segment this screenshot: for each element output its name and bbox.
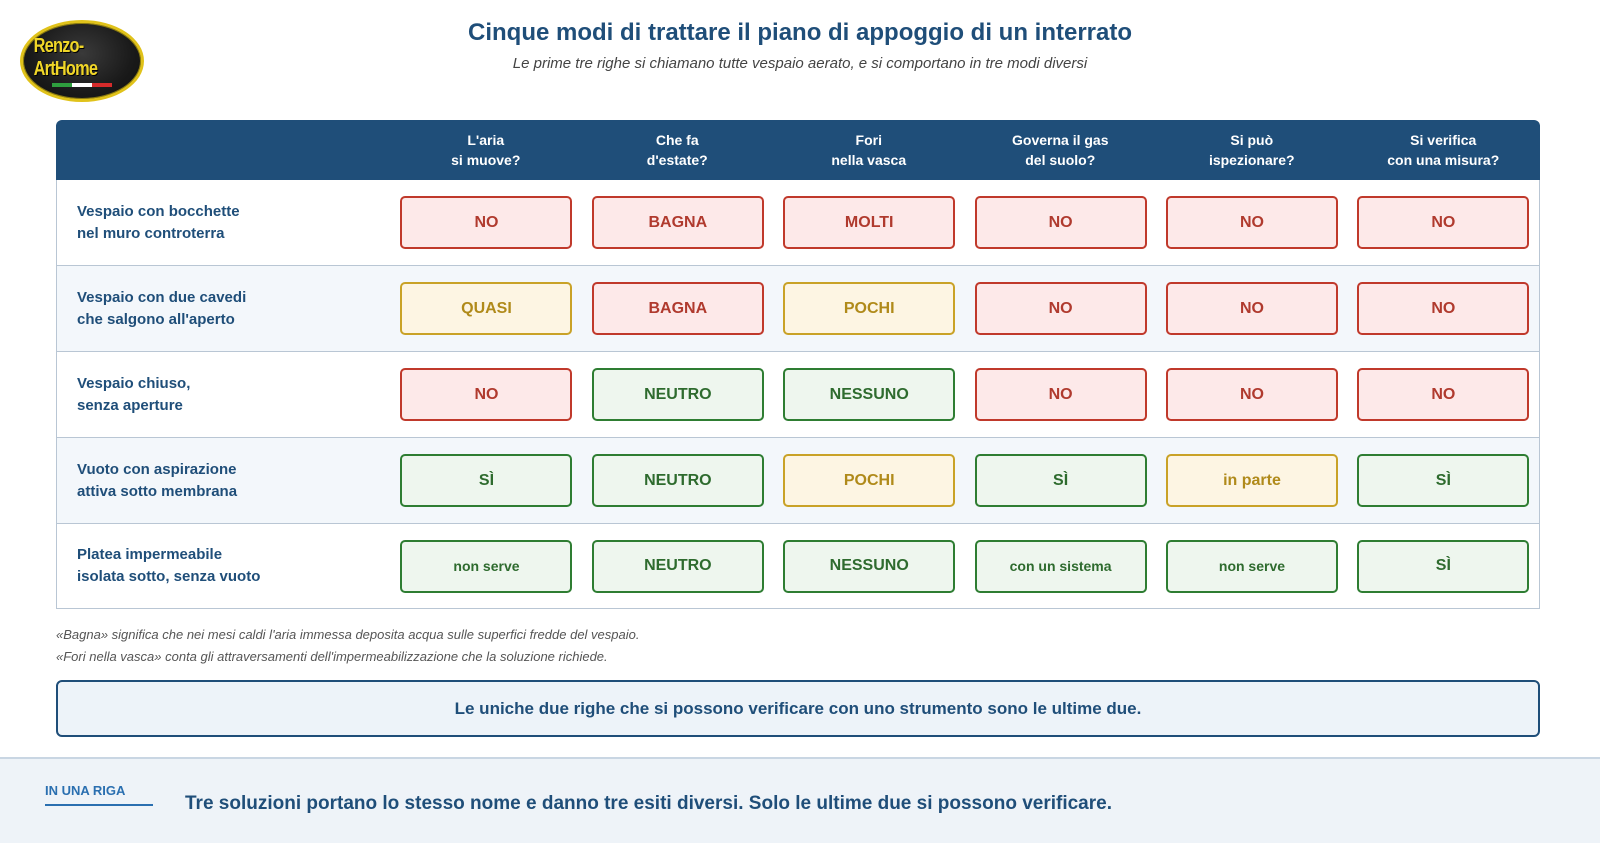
callout-box: Le uniche due righe che si possono verificare con uno strumento sono le ultime due. xyxy=(56,680,1540,737)
page-subtitle: Le prime tre righe si chiamano tutte vespaio aerato, e si comportano in tre modi diversi xyxy=(512,55,1088,72)
status-badge: NO xyxy=(975,196,1147,249)
table-cell xyxy=(1348,196,1539,249)
table-row xyxy=(57,438,1539,524)
table-cell xyxy=(1348,368,1539,421)
column-header-air: L'aria si muove? xyxy=(451,132,521,168)
table-cell xyxy=(965,282,1156,335)
status-badge: MOLTI xyxy=(783,196,955,249)
table-cell xyxy=(965,196,1156,249)
status-badge: NO xyxy=(400,196,572,249)
table-cell xyxy=(391,368,582,421)
status-badge: NEUTRO xyxy=(592,368,764,421)
status-badge: POCHI xyxy=(783,282,955,335)
status-badge: SÌ xyxy=(975,454,1147,507)
status-badge: POCHI xyxy=(783,454,955,507)
table-cell xyxy=(1156,196,1347,249)
table-cell xyxy=(582,282,773,335)
table-row xyxy=(57,266,1539,352)
status-badge: BAGNA xyxy=(592,282,764,335)
status-badge: BAGNA xyxy=(592,196,764,249)
table-cell xyxy=(1156,540,1347,593)
column-header-holes: Fori nella vasca xyxy=(831,132,907,168)
table-cell xyxy=(1156,282,1347,335)
status-badge: NESSUNO xyxy=(783,368,955,421)
footnote-bagna: «Bagna» significa che nei mesi caldi l'aria immessa deposita acqua sulle superfici fredde del vespaio. xyxy=(56,627,640,642)
row-label: Vespaio chiuso, senza aperture xyxy=(77,374,191,414)
status-badge: SÌ xyxy=(400,454,572,507)
status-badge: NESSUNO xyxy=(783,540,955,593)
footer-summary xyxy=(0,757,1600,843)
column-header-soil-gas: Governa il gas del suolo? xyxy=(1012,132,1109,168)
status-badge: NO xyxy=(1357,282,1529,335)
status-badge: QUASI xyxy=(400,282,572,335)
table-cell xyxy=(391,540,582,593)
table-cell xyxy=(1156,454,1347,507)
status-badge: non serve xyxy=(400,540,572,593)
status-badge: con un sistema xyxy=(975,540,1147,593)
status-badge: NO xyxy=(1357,196,1529,249)
footer-text: Tre soluzioni portano lo stesso nome e danno tre esiti diversi. Solo le ultime due si possono verificare. xyxy=(185,793,1112,814)
table-row xyxy=(57,180,1539,266)
table-cell xyxy=(1348,540,1539,593)
status-badge: SÌ xyxy=(1357,454,1529,507)
table-cell xyxy=(774,196,965,249)
table-cell xyxy=(965,454,1156,507)
status-badge: non serve xyxy=(1166,540,1338,593)
table-cell xyxy=(582,368,773,421)
table-header xyxy=(56,120,1540,180)
table-cell xyxy=(391,454,582,507)
status-badge: NO xyxy=(975,368,1147,421)
column-header-summer: Che fa d'estate? xyxy=(646,132,708,168)
table-body xyxy=(56,180,1540,609)
status-badge: SÌ xyxy=(1357,540,1529,593)
comparison-table xyxy=(56,120,1540,609)
status-badge: NO xyxy=(400,368,572,421)
table-cell xyxy=(774,282,965,335)
row-label: Vuoto con aspirazione attiva sotto membrana xyxy=(77,460,238,500)
status-badge: NO xyxy=(1166,282,1338,335)
italian-flag-icon xyxy=(52,83,112,87)
status-badge: NO xyxy=(1357,368,1529,421)
column-header-inspect: Si può ispezionare? xyxy=(1208,132,1295,168)
table-cell xyxy=(391,282,582,335)
table-cell xyxy=(582,540,773,593)
table-cell xyxy=(1156,368,1347,421)
row-label: Vespaio con due cavedi che salgono all'aperto xyxy=(77,288,247,328)
table-cell xyxy=(774,368,965,421)
table-row xyxy=(57,524,1539,608)
table-cell xyxy=(774,454,965,507)
table-cell xyxy=(391,196,582,249)
status-badge: in parte xyxy=(1166,454,1338,507)
logo-text: Renzo-ArtHome xyxy=(33,35,98,80)
table-cell xyxy=(1348,454,1539,507)
table-cell xyxy=(965,540,1156,593)
page-title: Cinque modi di trattare il piano di appoggio di un interrato xyxy=(468,19,1132,46)
status-badge: NO xyxy=(1166,196,1338,249)
table-cell xyxy=(582,196,773,249)
status-badge: NEUTRO xyxy=(592,540,764,593)
footnote-fori: «Fori nella vasca» conta gli attraversamenti dell'impermeabilizzazione che la soluzione richiede. xyxy=(56,649,608,664)
table-row xyxy=(57,352,1539,438)
table-cell xyxy=(774,540,965,593)
status-badge: NO xyxy=(1166,368,1338,421)
table-cell xyxy=(1348,282,1539,335)
footer-label: IN UNA RIGA xyxy=(45,783,153,806)
table-cell xyxy=(965,368,1156,421)
status-badge: NO xyxy=(975,282,1147,335)
status-badge: NEUTRO xyxy=(592,454,764,507)
table-cell xyxy=(582,454,773,507)
row-label: Vespaio con bocchette nel muro controterra xyxy=(77,202,240,242)
row-label: Platea impermeabile isolata sotto, senza vuoto xyxy=(77,546,261,585)
column-header-measure: Si verifica con una misura? xyxy=(1387,132,1500,168)
